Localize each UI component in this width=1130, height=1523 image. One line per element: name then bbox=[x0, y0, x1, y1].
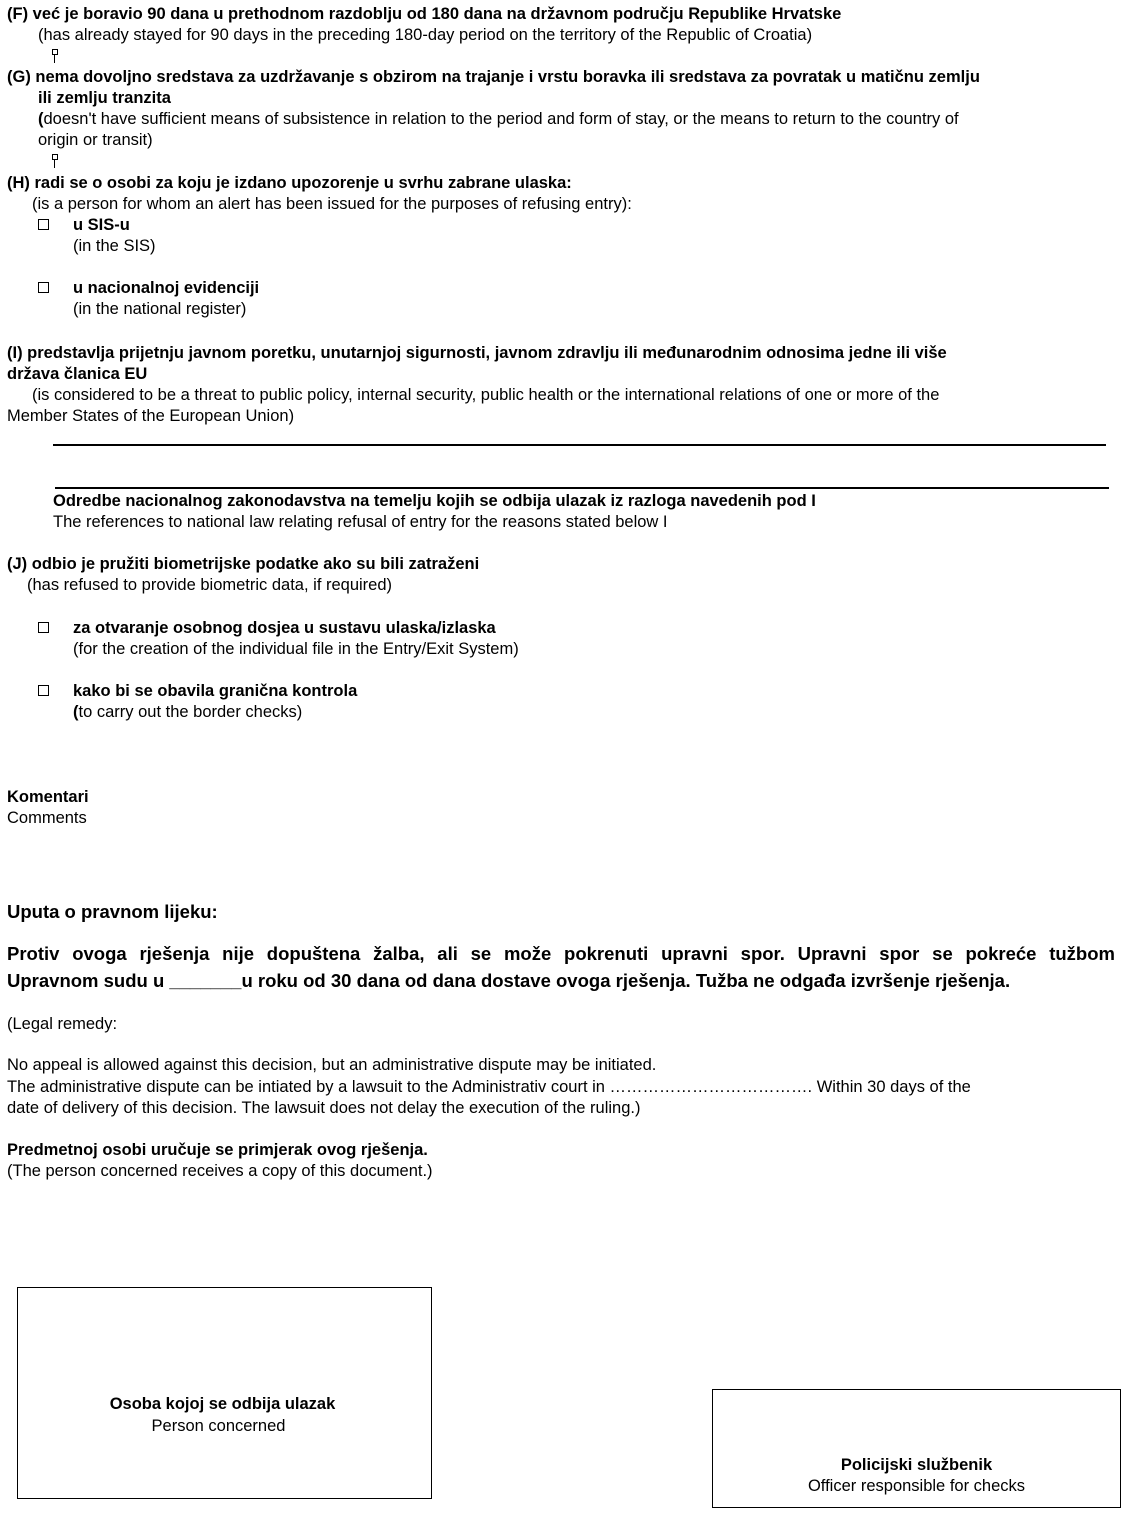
option-border-checks-translation bbox=[73, 702, 302, 723]
person-signature-box[interactable] bbox=[17, 1287, 432, 1499]
court-name-blank[interactable]: _______ bbox=[169, 970, 242, 991]
comments-translation: Comments bbox=[7, 809, 87, 827]
section-h-translation: (is a person for whom an alert has been issued for the purposes of refusing entry): bbox=[32, 195, 632, 213]
option-border-checks-text: to carry out the border checks) bbox=[78, 703, 303, 721]
section-g-title-line1: (G) nema dovoljno sredstava za uzdržavanje s obzirom na trajanje i vrstu boravka ili sredstava za povratak u matičnu zemlju bbox=[7, 68, 980, 86]
option-border-checks-label: kako bi se obavila granična kontrola bbox=[73, 682, 358, 700]
legal-remedy-court-suffix: u roku od 30 dana od dana dostave ovoga rješenja. Tužba ne odgađa izvršenje rješenja. bbox=[241, 970, 1011, 991]
person-signature-translation: Person concerned bbox=[151, 1417, 286, 1435]
section-f-title: (F) već je boravio 90 dana u prethodnom razdoblju od 180 dana na državnom području Republike Hrvatske bbox=[7, 5, 842, 23]
section-i-translation-line2: Member States of the European Union) bbox=[7, 407, 295, 425]
checkbox-entry-exit-file[interactable] bbox=[38, 622, 49, 633]
section-g-title-line2: ili zemlju tranzita bbox=[38, 89, 171, 107]
delivery-text: Predmetnoj osobi uručuje se primjerak ovog rješenja. bbox=[7, 1141, 428, 1159]
references-label: Odredbe nacionalnog zakonodavstva na temelju kojih se odbija ulazak iz razloga navedenih pod I bbox=[53, 492, 816, 510]
legal-remedy-text-line2 bbox=[7, 968, 1010, 994]
pin-icon bbox=[52, 49, 58, 63]
option-border-checks-paren: ( bbox=[73, 703, 79, 721]
references-field-line-1[interactable] bbox=[53, 444, 1106, 446]
option-entry-exit-label: za otvaranje osobnog dosjea u sustavu ulaska/izlaska bbox=[73, 619, 496, 637]
pin-icon bbox=[52, 154, 58, 168]
legal-remedy-translation-line1: No appeal is allowed against this decision, but an administrative dispute may be initiated. bbox=[7, 1056, 657, 1074]
section-i-title-line1: (I) predstavlja prijetnju javnom poretku, unutarnjoj sigurnosti, javnom zdravlju ili međunarodnim odnosima jedne ili više bbox=[7, 344, 947, 362]
references-field-line-2[interactable] bbox=[55, 487, 1109, 489]
legal-remedy-translation-line2: The administrative dispute can be intiated by a lawsuit to the Administrativ court in ………………………………. Within 30 days of the bbox=[7, 1078, 971, 1096]
comments-field[interactable] bbox=[7, 832, 1107, 892]
officer-signature-label: Policijski službenik bbox=[840, 1456, 993, 1474]
officer-signature-box[interactable] bbox=[712, 1389, 1121, 1508]
references-translation: The references to national law relating refusal of entry for the reasons stated below I bbox=[53, 513, 668, 531]
section-f-translation: (has already stayed for 90 days in the preceding 180-day period on the territory of the Republic of Croatia) bbox=[38, 26, 813, 44]
checkbox-sis[interactable] bbox=[38, 219, 49, 230]
section-i-translation-line1: (is considered to be a threat to public policy, internal security, public health or the international relations of one or more of the bbox=[32, 386, 940, 404]
legal-remedy-translation-heading: (Legal remedy: bbox=[7, 1015, 118, 1033]
option-sis-translation: (in the SIS) bbox=[73, 237, 156, 255]
section-g-paren: ( bbox=[38, 110, 44, 128]
section-g-translation-line2: origin or transit) bbox=[38, 131, 153, 149]
option-sis-label: u SIS-u bbox=[73, 216, 130, 234]
section-h-title: (H) radi se o osobi za koju je izdano upozorenje u svrhu zabrane ulaska: bbox=[7, 174, 572, 192]
officer-signature-translation: Officer responsible for checks bbox=[807, 1477, 1026, 1495]
section-j-translation: (has refused to provide biometric data, if required) bbox=[27, 576, 393, 594]
checkbox-national-register[interactable] bbox=[38, 282, 49, 293]
section-g-translation-line1 bbox=[38, 109, 959, 130]
section-i-title-line2: država članica EU bbox=[7, 365, 148, 383]
option-national-register-label: u nacionalnoj evidenciji bbox=[73, 279, 260, 297]
legal-remedy-text-line1: Protiv ovoga rješenja nije dopuštena žalba, ali se može pokrenuti upravni spor. Upravni spor se pokreće tužbom bbox=[7, 943, 1115, 964]
delivery-translation: (The person concerned receives a copy of this document.) bbox=[7, 1162, 433, 1180]
legal-remedy-heading: Uputa o pravnom lijeku: bbox=[7, 901, 218, 922]
legal-remedy-court-prefix: Upravnom sudu u bbox=[7, 970, 170, 991]
section-g-translation-text: doesn't have sufficient means of subsistence in relation to the period and form of stay, or the means to return to the country of bbox=[43, 110, 959, 128]
option-national-register-translation: (in the national register) bbox=[73, 300, 247, 318]
person-signature-label: Osoba kojoj se odbija ulazak bbox=[109, 1395, 336, 1413]
option-entry-exit-translation: (for the creation of the individual file in the Entry/Exit System) bbox=[73, 640, 519, 658]
legal-remedy-translation-line3: date of delivery of this decision. The lawsuit does not delay the execution of the ruling.) bbox=[7, 1099, 641, 1117]
section-j-title: (J) odbio je pružiti biometrijske podatke ako su bili zatraženi bbox=[7, 555, 480, 573]
comments-label: Komentari bbox=[7, 788, 89, 806]
checkbox-border-checks[interactable] bbox=[38, 685, 49, 696]
